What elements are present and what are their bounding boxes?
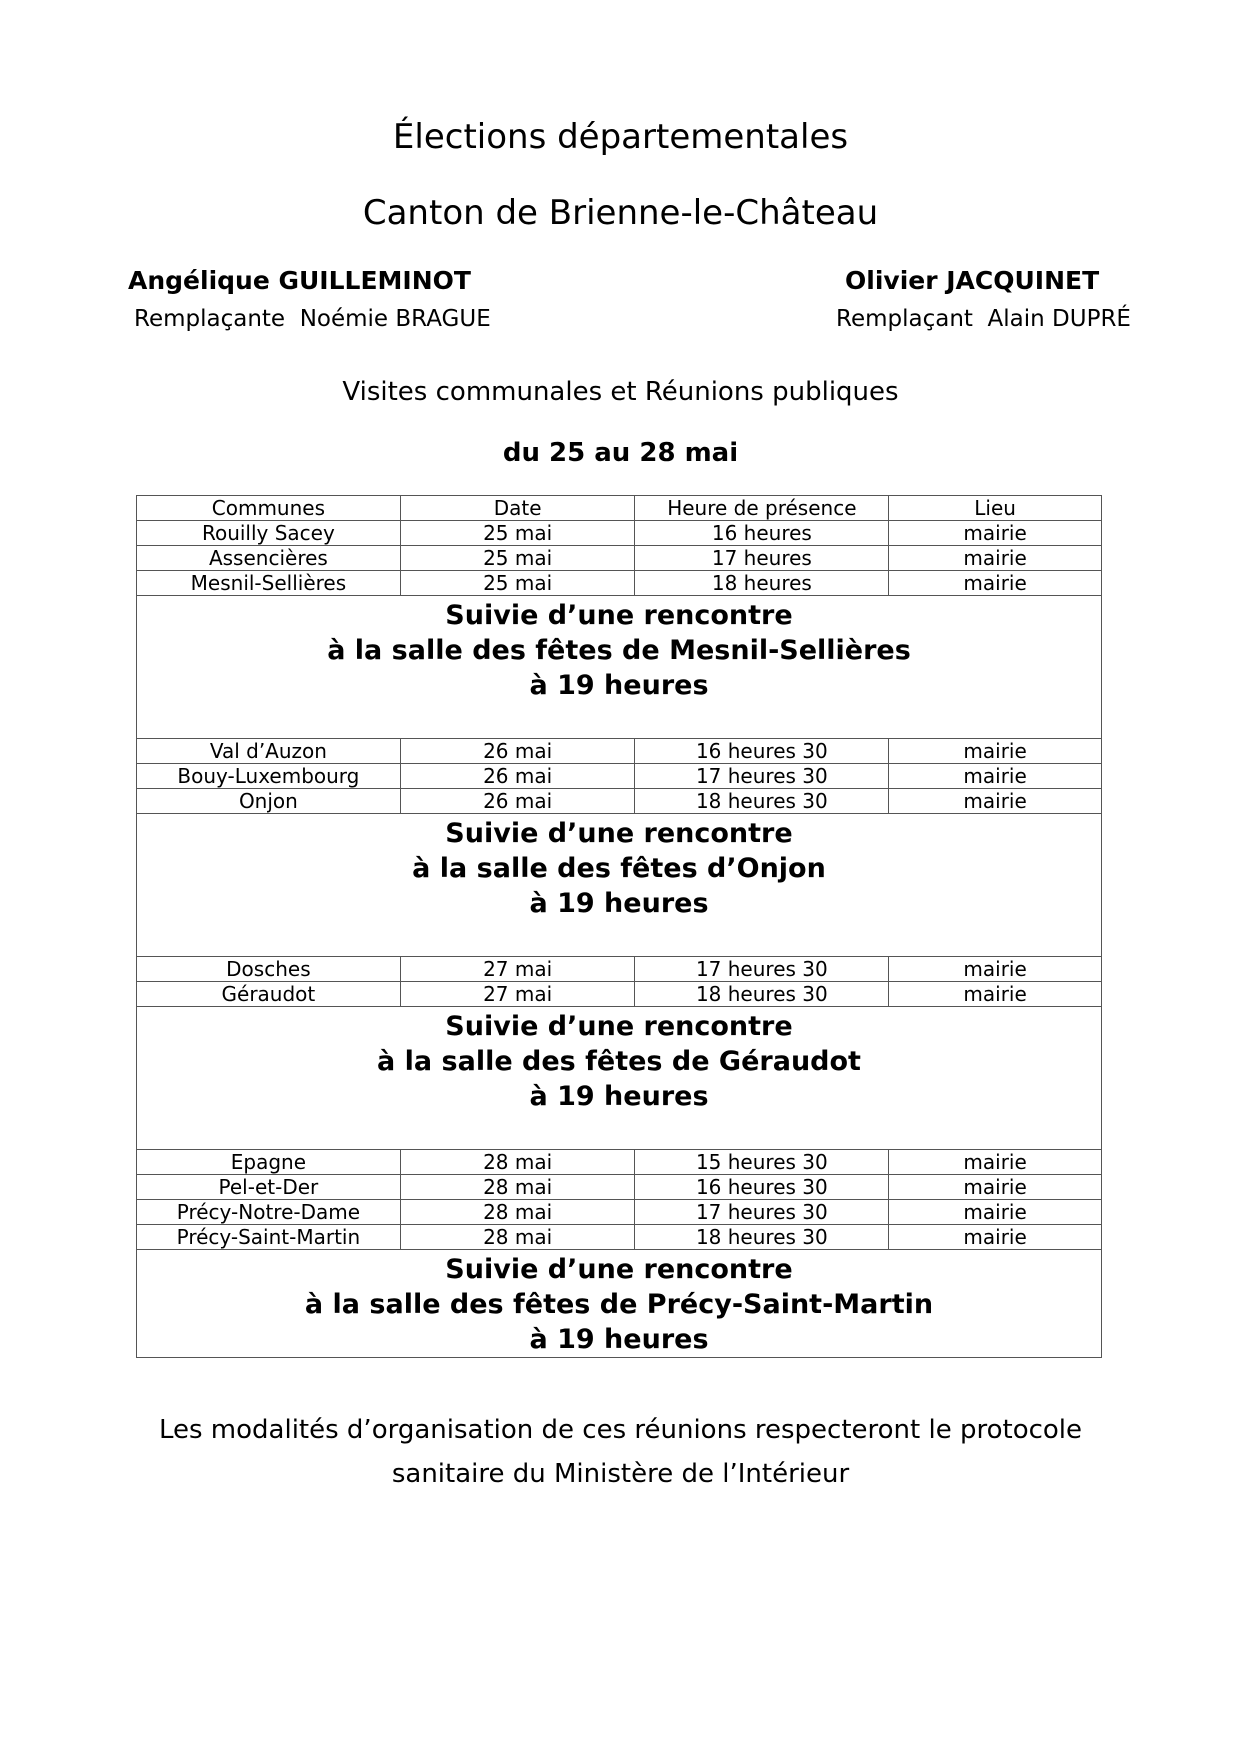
meeting-line: à 19 heures [529, 670, 709, 701]
cell-date: 28 mai [400, 1200, 635, 1225]
cell-commune: Géraudot [137, 982, 401, 1007]
meeting-cell [137, 814, 1102, 957]
table-row [137, 1200, 1102, 1225]
column-header-place: Lieu [889, 496, 1102, 521]
table-row [137, 739, 1102, 764]
meeting-line: Suivie d’une rencontre [445, 818, 793, 849]
visits-subtitle: Visites communales et Réunions publiques [342, 377, 899, 407]
cell-place: mairie [889, 546, 1102, 571]
table-row [137, 546, 1102, 571]
cell-time: 17 heures [635, 546, 889, 571]
column-header-date: Date [400, 496, 635, 521]
meeting-cell [137, 1007, 1102, 1150]
table-header-row [137, 496, 1102, 521]
cell-commune: Rouilly Sacey [137, 521, 401, 546]
cell-place: mairie [889, 957, 1102, 982]
table-row [137, 982, 1102, 1007]
cell-time: 17 heures 30 [635, 764, 889, 789]
cell-place: mairie [889, 982, 1102, 1007]
cell-commune: Epagne [137, 1150, 401, 1175]
cell-commune: Val d’Auzon [137, 739, 401, 764]
cell-place: mairie [889, 1200, 1102, 1225]
meeting-row [137, 1250, 1102, 1358]
cell-time: 18 heures 30 [635, 1225, 889, 1250]
cell-date: 25 mai [400, 546, 635, 571]
cell-commune: Précy-Notre-Dame [137, 1200, 401, 1225]
table-row [137, 764, 1102, 789]
cell-commune: Assencières [137, 546, 401, 571]
cell-time: 18 heures [635, 571, 889, 596]
canton-title: Canton de Brienne-le-Château [362, 193, 879, 233]
cell-date: 25 mai [400, 521, 635, 546]
cell-place: mairie [889, 789, 1102, 814]
cell-date: 27 mai [400, 982, 635, 1007]
cell-time: 16 heures 30 [635, 739, 889, 764]
cell-date: 26 mai [400, 789, 635, 814]
table-row [137, 521, 1102, 546]
period-title: du 25 au 28 mai [502, 438, 739, 468]
meeting-line: Suivie d’une rencontre [445, 600, 793, 631]
cell-commune: Dosches [137, 957, 401, 982]
cell-place: mairie [889, 571, 1102, 596]
meeting-line: Suivie d’une rencontre [445, 1011, 793, 1042]
cell-place: mairie [889, 1150, 1102, 1175]
cell-place: mairie [889, 1225, 1102, 1250]
table-row [137, 1175, 1102, 1200]
cell-place: mairie [889, 764, 1102, 789]
footer-line-1: Les modalités d’organisation de ces réunions respecteront le protocole [158, 1415, 1083, 1445]
cell-time: 18 heures 30 [635, 789, 889, 814]
meeting-row [137, 1007, 1102, 1150]
cell-place: mairie [889, 739, 1102, 764]
meeting-row [137, 814, 1102, 957]
table-row [137, 789, 1102, 814]
meeting-line: à la salle des fêtes de Géraudot [377, 1046, 861, 1077]
meeting-row [137, 596, 1102, 739]
meeting-cell [137, 1250, 1102, 1358]
cell-commune: Mesnil-Sellières [137, 571, 401, 596]
meeting-line: à 19 heures [529, 1324, 709, 1355]
cell-date: 27 mai [400, 957, 635, 982]
candidate-left-name: Angélique GUILLEMINOT [128, 266, 471, 295]
document-title: Élections départementales [392, 117, 849, 157]
meeting-line: à 19 heures [529, 1081, 709, 1112]
cell-date: 28 mai [400, 1150, 635, 1175]
candidate-right-substitute: Remplaçant Alain DUPRÉ [836, 306, 1131, 332]
footer-line-2: sanitaire du Ministère de l’Intérieur [391, 1459, 850, 1489]
table-row [137, 957, 1102, 982]
candidate-left-substitute: Remplaçante Noémie BRAGUE [134, 306, 491, 332]
cell-date: 26 mai [400, 764, 635, 789]
meeting-line: à 19 heures [529, 888, 709, 919]
cell-time: 17 heures 30 [635, 957, 889, 982]
cell-time: 18 heures 30 [635, 982, 889, 1007]
candidate-right-name: Olivier JACQUINET [845, 266, 1100, 295]
cell-place: mairie [889, 1175, 1102, 1200]
meeting-cell [137, 596, 1102, 739]
table-row [137, 1150, 1102, 1175]
cell-date: 26 mai [400, 739, 635, 764]
cell-commune: Précy-Saint-Martin [137, 1225, 401, 1250]
column-header-time: Heure de présence [635, 496, 889, 521]
cell-time: 17 heures 30 [635, 1200, 889, 1225]
cell-commune: Onjon [137, 789, 401, 814]
cell-date: 28 mai [400, 1175, 635, 1200]
cell-commune: Bouy-Luxembourg [137, 764, 401, 789]
cell-date: 25 mai [400, 571, 635, 596]
schedule-table [136, 495, 1102, 1358]
meeting-line: Suivie d’une rencontre [445, 1254, 793, 1285]
meeting-line: à la salle des fêtes de Précy-Saint-Martin [304, 1289, 934, 1320]
cell-date: 28 mai [400, 1225, 635, 1250]
cell-place: mairie [889, 521, 1102, 546]
table-row [137, 1225, 1102, 1250]
column-header-communes: Communes [137, 496, 401, 521]
cell-commune: Pel-et-Der [137, 1175, 401, 1200]
cell-time: 15 heures 30 [635, 1150, 889, 1175]
table-row [137, 571, 1102, 596]
cell-time: 16 heures 30 [635, 1175, 889, 1200]
meeting-line: à la salle des fêtes d’Onjon [412, 853, 826, 884]
footer-note [0, 1408, 1241, 1496]
meeting-line: à la salle des fêtes de Mesnil-Sellières [327, 635, 911, 666]
cell-time: 16 heures [635, 521, 889, 546]
